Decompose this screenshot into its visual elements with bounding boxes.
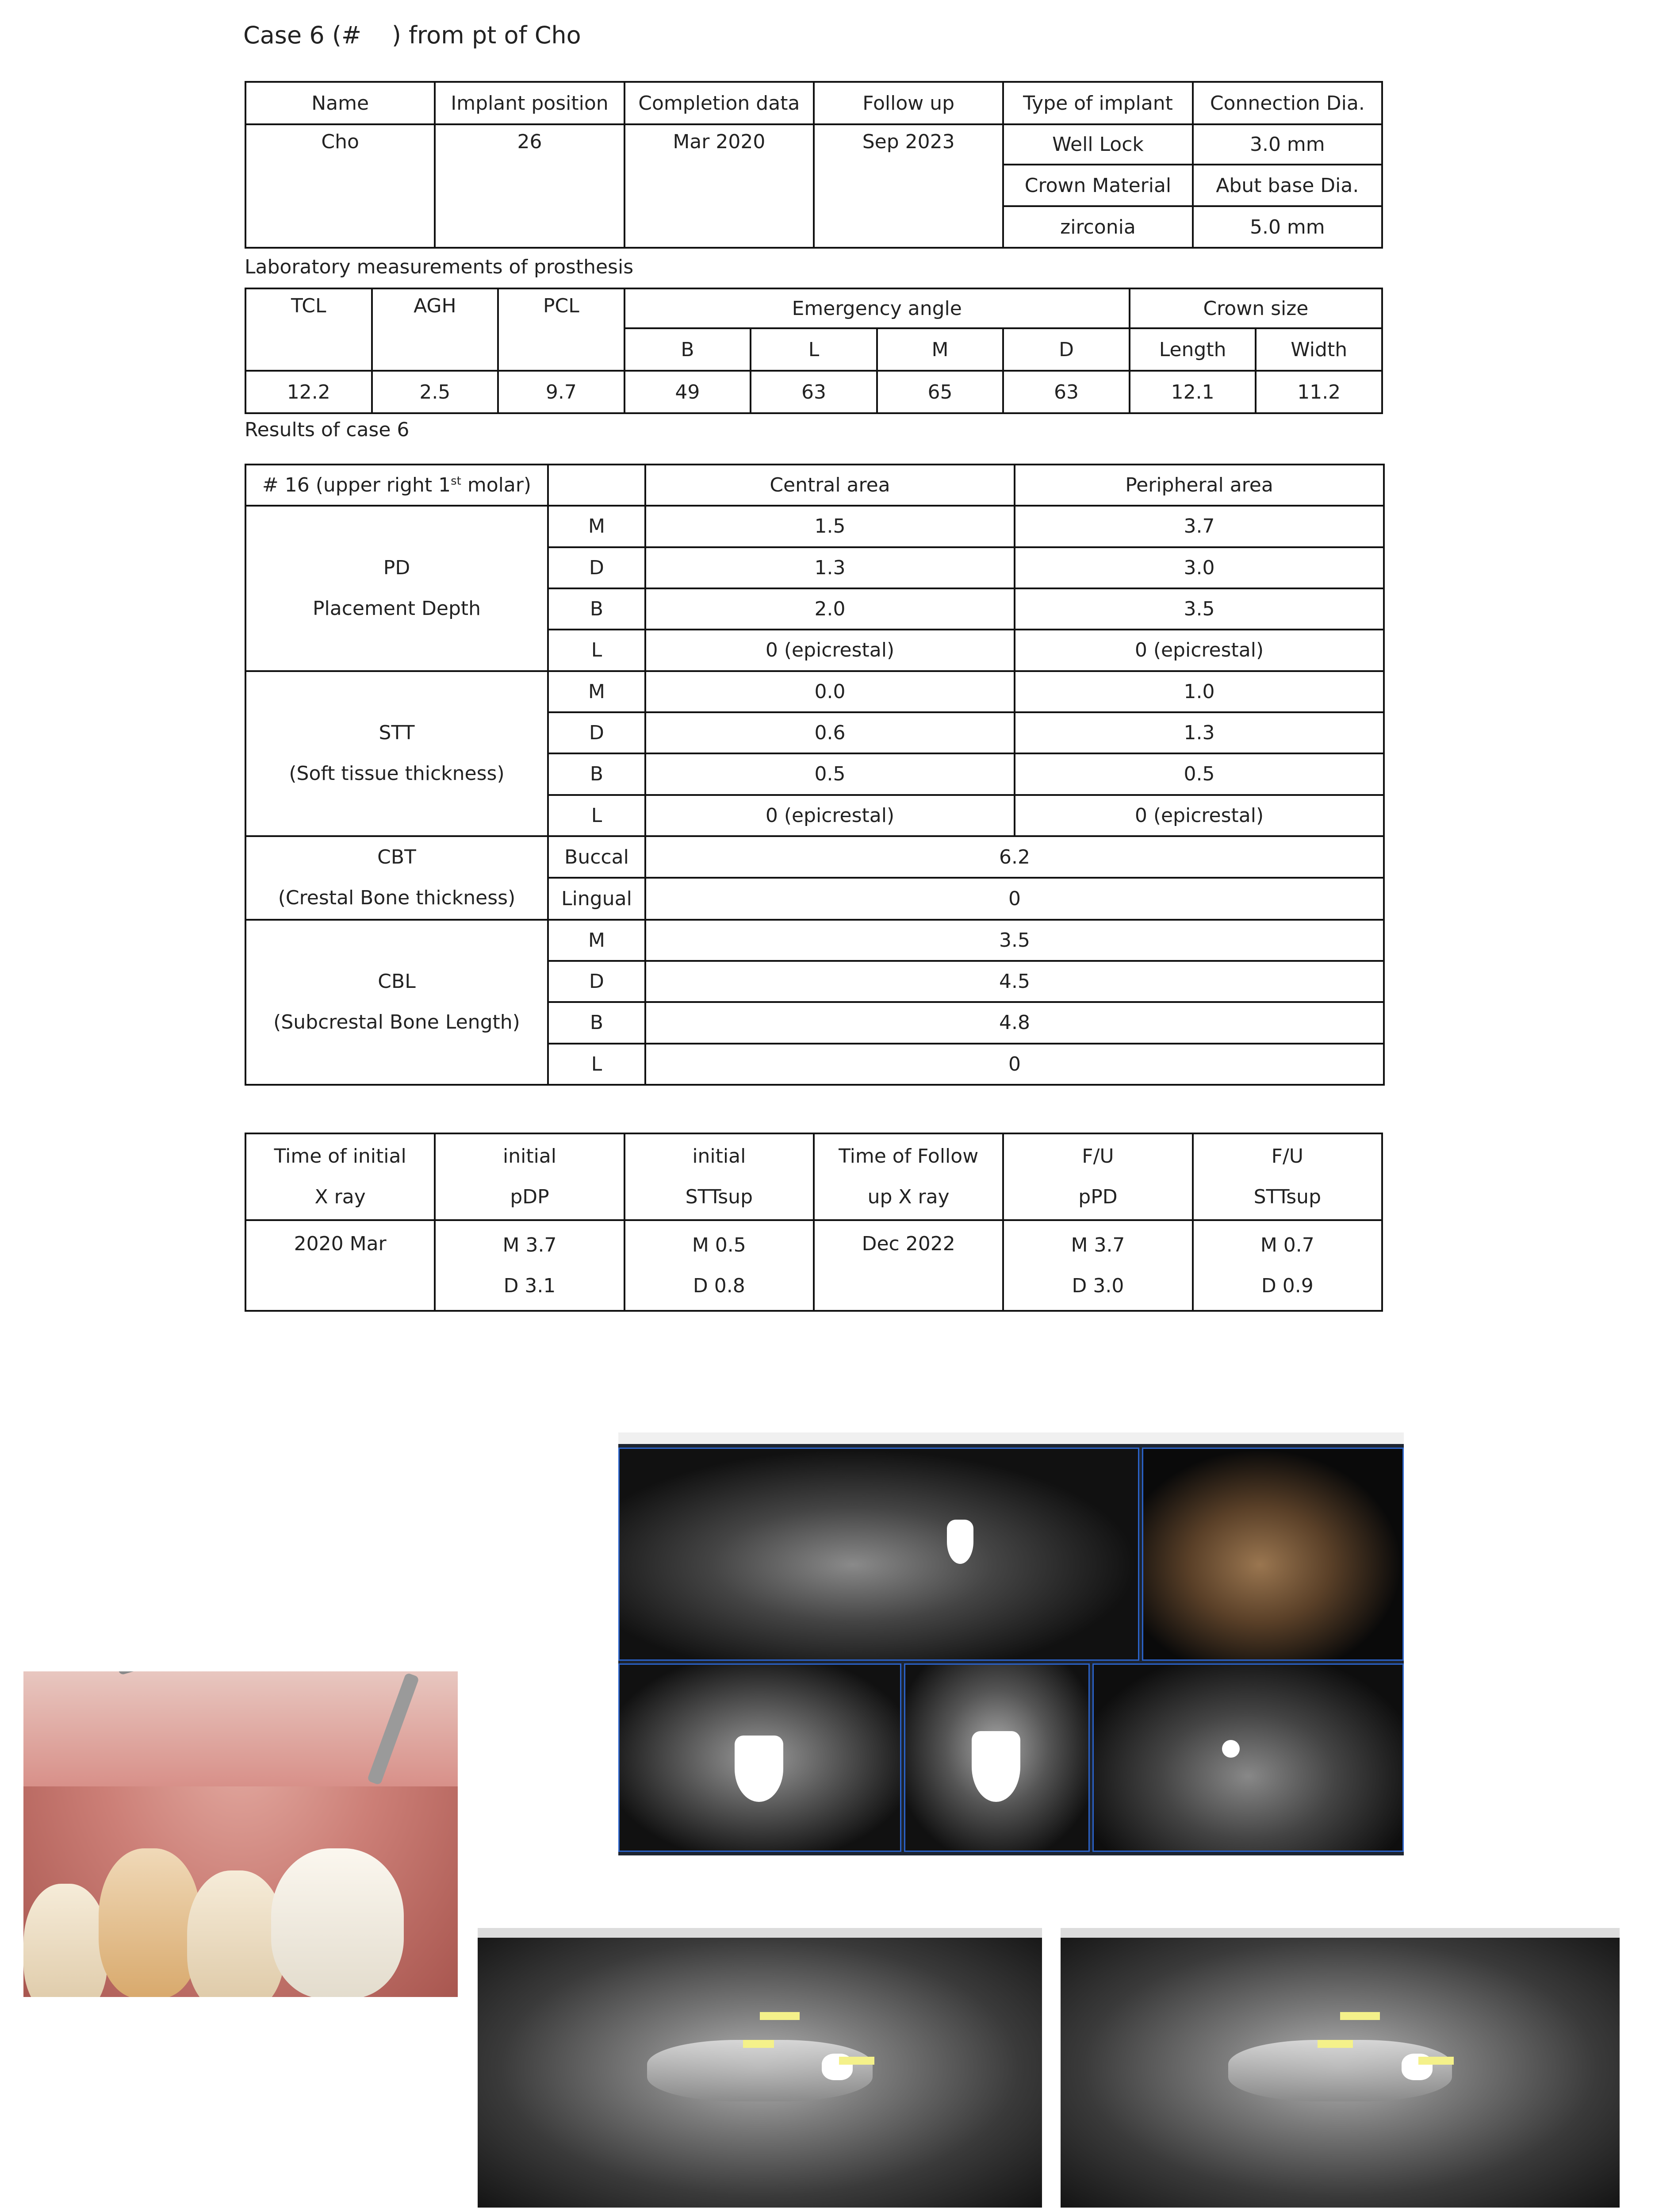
- implant-marker: [972, 1731, 1020, 1802]
- stt-peripheral-m: 1.0: [1015, 671, 1384, 712]
- implant-crown: [271, 1848, 404, 1997]
- cell-completion: Mar 2020: [624, 124, 814, 248]
- cbct-viewer-screenshot: [618, 1432, 1404, 1855]
- tooth: [99, 1848, 200, 1997]
- arch-view-pane: [1092, 1663, 1404, 1852]
- header-connection-dia: Connection Dia.: [1193, 82, 1382, 124]
- header-implant-position: Implant position: [435, 82, 624, 124]
- cell-crown-material-label: Crown Material: [1003, 165, 1192, 206]
- cbl-value-b: 4.8: [645, 1002, 1384, 1043]
- value-fu-stt: M 0.7 D 0.9: [1193, 1220, 1382, 1311]
- header-fu-ppd: F/U pPD: [1003, 1133, 1192, 1220]
- cell-abut-base-dia: 5.0 mm: [1193, 206, 1382, 248]
- tooth-label: # 16 (upper right 1st molar): [245, 465, 548, 506]
- cross-section-pane: [904, 1663, 1090, 1852]
- cell-follow-up: Sep 2023: [814, 124, 1003, 248]
- stt-peripheral-d: 1.3: [1015, 712, 1384, 753]
- value-initial-stt: M 0.5 D 0.8: [624, 1220, 814, 1311]
- value-initial-time: 2020 Mar: [245, 1220, 435, 1311]
- site-header-empty: [548, 465, 645, 506]
- value-width: 11.2: [1256, 371, 1382, 413]
- measurement-label: [1318, 2040, 1353, 2048]
- implant-marker: [1222, 1740, 1240, 1758]
- lab-caption: Laboratory measurements of prosthesis: [245, 256, 634, 278]
- cbl-site-m: M: [548, 920, 645, 961]
- results-caption: Results of case 6: [245, 419, 410, 441]
- measurement-label: [760, 2012, 800, 2020]
- lab-measurements-table: [245, 288, 1383, 414]
- peripheral-area-header: Peripheral area: [1015, 465, 1384, 506]
- pd-site-l: L: [548, 630, 645, 671]
- header-tcl: TCL: [245, 288, 372, 371]
- stt-site-l: L: [548, 795, 645, 836]
- value-length: 12.1: [1130, 371, 1256, 413]
- cbl-label: CBL (Subcrestal Bone Length): [245, 920, 548, 1085]
- implant-marker: [735, 1736, 783, 1802]
- pd-peripheral-m: 3.7: [1015, 506, 1384, 547]
- cell-connection-dia: 3.0 mm: [1193, 124, 1382, 165]
- axial-slice-pane: [618, 1663, 901, 1852]
- value-angle-d: 63: [1003, 371, 1130, 413]
- header-emergency-angle: Emergency angle: [624, 288, 1130, 328]
- stt-site-m: M: [548, 671, 645, 712]
- tooth: [187, 1870, 284, 1997]
- sub-b: B: [624, 328, 751, 371]
- header-initial-pdp: initial pDP: [435, 1133, 624, 1220]
- header-name: Name: [245, 82, 435, 124]
- measurement-label: [743, 2040, 774, 2048]
- followup-panoramic-xray: [1061, 1928, 1620, 2208]
- header-fu-stt: F/U STTsup: [1193, 1133, 1382, 1220]
- cbl-site-l: L: [548, 1044, 645, 1085]
- value-tcl: 12.2: [245, 371, 372, 413]
- viewer-menubar: [618, 1432, 1404, 1444]
- pd-site-d: D: [548, 547, 645, 588]
- header-completion: Completion data: [624, 82, 814, 124]
- cbt-label: CBT (Crestal Bone thickness): [245, 836, 548, 920]
- pd-peripheral-b: 3.5: [1015, 588, 1384, 630]
- cbl-site-b: B: [548, 1002, 645, 1043]
- case-info-table: [245, 81, 1383, 249]
- value-agh: 2.5: [372, 371, 498, 413]
- header-follow-up: Follow up: [814, 82, 1003, 124]
- sub-m: M: [877, 328, 1004, 371]
- pd-central-d: 1.3: [645, 547, 1015, 588]
- pd-central-b: 2.0: [645, 588, 1015, 630]
- tooth: [23, 1884, 107, 1997]
- stt-central-l: 0 (epicrestal): [645, 795, 1015, 836]
- central-area-header: Central area: [645, 465, 1015, 506]
- cell-implant-position: 26: [435, 124, 624, 248]
- pd-site-b: B: [548, 588, 645, 630]
- intraoral-photo: [23, 1671, 458, 1997]
- cbl-value-d: 4.5: [645, 961, 1384, 1002]
- header-followup-time: Time of Follow up X ray: [814, 1133, 1003, 1220]
- header-agh: AGH: [372, 288, 498, 371]
- pd-label: PD Placement Depth: [245, 506, 548, 671]
- header-crown-size: Crown size: [1130, 288, 1382, 328]
- measurement-label: [839, 2057, 874, 2065]
- cbt-value-lingual: 0: [645, 878, 1384, 919]
- xray-titlebar: [1061, 1928, 1620, 1938]
- cbl-site-d: D: [548, 961, 645, 1002]
- stt-site-b: B: [548, 753, 645, 795]
- implant-marker: [947, 1520, 973, 1564]
- cbt-value-buccal: 6.2: [645, 836, 1384, 878]
- value-angle-b: 49: [624, 371, 751, 413]
- stt-peripheral-b: 0.5: [1015, 753, 1384, 795]
- pd-central-m: 1.5: [645, 506, 1015, 547]
- stt-central-d: 0.6: [645, 712, 1015, 753]
- cbt-site-lingual: Lingual: [548, 878, 645, 919]
- cell-crown-material: zirconia: [1003, 206, 1192, 248]
- cell-name: Cho: [245, 124, 435, 248]
- stt-site-d: D: [548, 712, 645, 753]
- pd-central-l: 0 (epicrestal): [645, 630, 1015, 671]
- cbl-value-l: 0: [645, 1044, 1384, 1085]
- stt-central-m: 0.0: [645, 671, 1015, 712]
- header-type-of-implant: Type of implant: [1003, 82, 1192, 124]
- cbl-value-m: 3.5: [645, 920, 1384, 961]
- header-pcl: PCL: [498, 288, 624, 371]
- cell-implant-type: Well Lock: [1003, 124, 1192, 165]
- value-pcl: 9.7: [498, 371, 624, 413]
- header-initial-time: Time of initial X ray: [245, 1133, 435, 1220]
- header-initial-stt: initial STTsup: [624, 1133, 814, 1220]
- cbt-site-buccal: Buccal: [548, 836, 645, 878]
- xray-titlebar: [478, 1928, 1042, 1938]
- cell-abut-base-label: Abut base Dia.: [1193, 165, 1382, 206]
- value-angle-m: 65: [877, 371, 1004, 413]
- page-title: Case 6 (# ) from pt of Cho: [243, 21, 581, 49]
- initial-panoramic-xray: [478, 1928, 1042, 2208]
- measurement-label: [1340, 2012, 1380, 2020]
- 3d-render-pane: [1142, 1448, 1404, 1661]
- stt-central-b: 0.5: [645, 753, 1015, 795]
- pd-site-m: M: [548, 506, 645, 547]
- panoramic-pane: [618, 1448, 1139, 1661]
- sub-width: Width: [1256, 328, 1382, 371]
- value-angle-l: 63: [751, 371, 877, 413]
- results-table: [245, 464, 1385, 1086]
- xray-table: [245, 1133, 1383, 1312]
- stt-label: STT (Soft tissue thickness): [245, 671, 548, 836]
- pd-peripheral-l: 0 (epicrestal): [1015, 630, 1384, 671]
- pd-peripheral-d: 3.0: [1015, 547, 1384, 588]
- value-fu-ppd: M 3.7 D 3.0: [1003, 1220, 1192, 1311]
- stt-peripheral-l: 0 (epicrestal): [1015, 795, 1384, 836]
- sub-d: D: [1003, 328, 1130, 371]
- value-followup-time: Dec 2022: [814, 1220, 1003, 1311]
- sub-length: Length: [1130, 328, 1256, 371]
- sub-l: L: [751, 328, 877, 371]
- value-initial-pdp: M 3.7 D 3.1: [435, 1220, 624, 1311]
- measurement-label: [1418, 2057, 1454, 2065]
